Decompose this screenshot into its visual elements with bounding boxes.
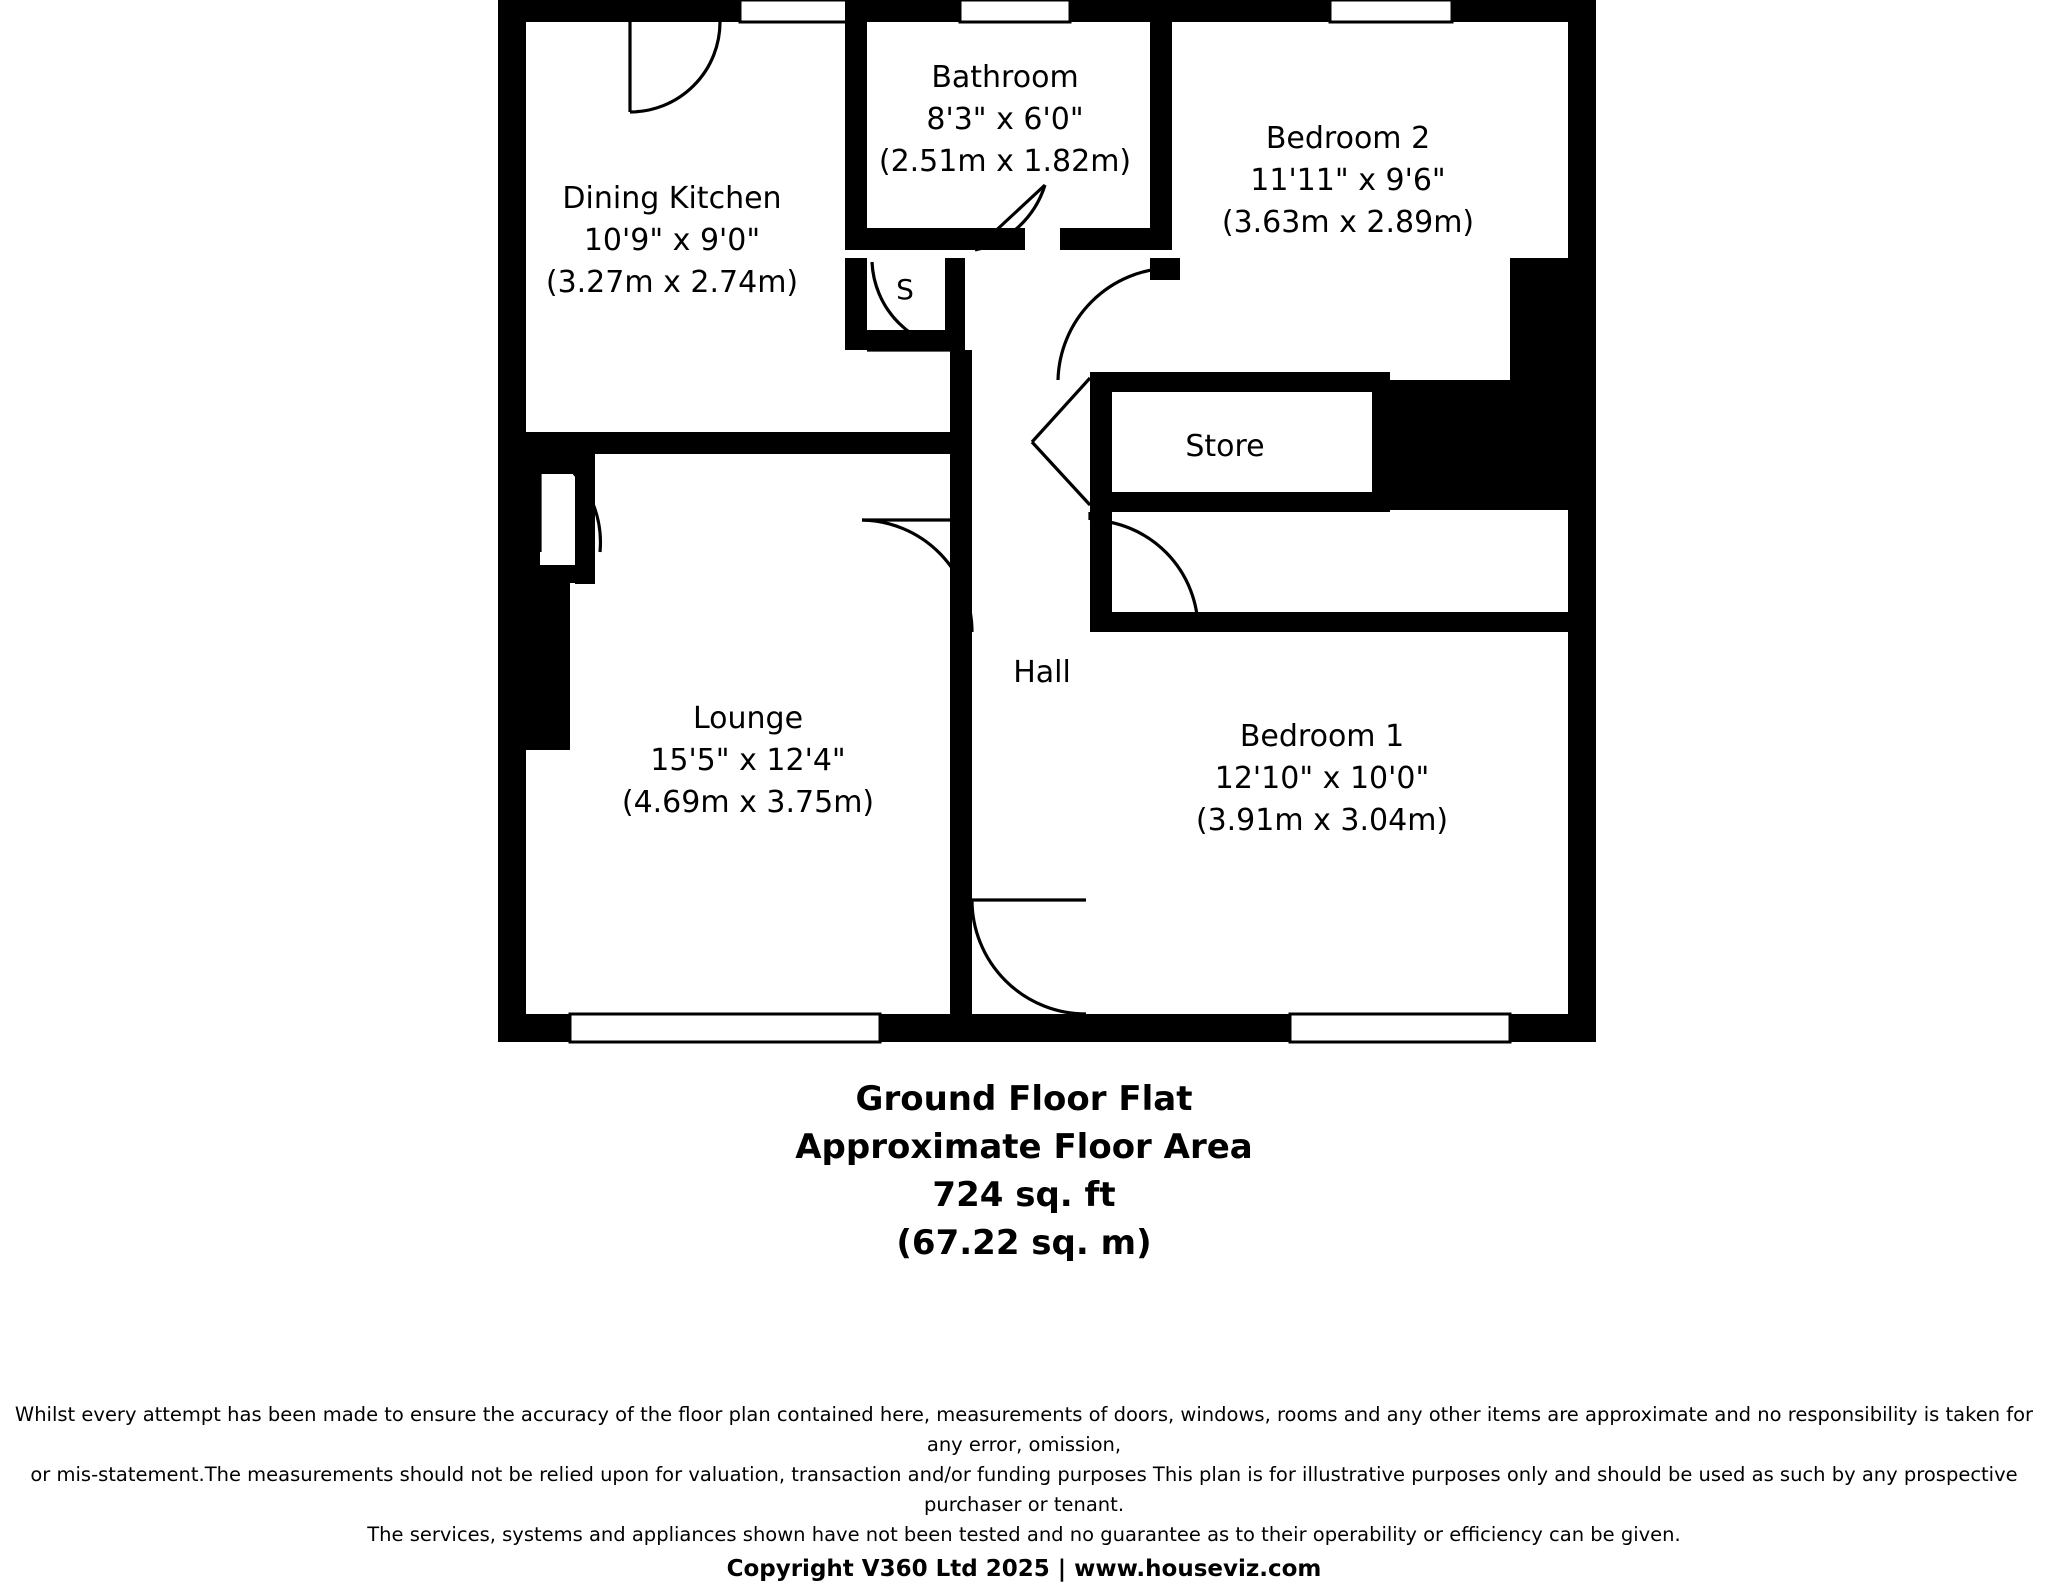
copyright-line: Copyright V360 Ltd 2025 | www.houseviz.com	[726, 1556, 1322, 1582]
room-dim-metric: (3.91m x 3.04m)	[1195, 803, 1449, 838]
floor-area-heading: Approximate Floor Area	[795, 1127, 1253, 1167]
floor-area-sqft: 724 sq. ft	[932, 1175, 1116, 1215]
room-dim-metric: (4.69m x 3.75m)	[621, 785, 875, 820]
room-dim-metric: (2.51m x 1.82m)	[878, 144, 1132, 179]
room-dim-metric: (3.27m x 2.74m)	[545, 265, 799, 300]
storage-label-lower: S	[524, 488, 542, 521]
room-dim-imperial: 12'10" x 10'0"	[1214, 761, 1430, 796]
room-name: Lounge	[692, 701, 804, 736]
disclaimer-line-3: The services, systems and appliances shown have not been tested and no guarantee as to their operability or efficiency can be given.	[367, 1523, 1681, 1546]
room-name: Bathroom	[931, 60, 1079, 95]
room-name: Bedroom 2	[1265, 121, 1431, 156]
room-dim-metric: (3.63m x 2.89m)	[1221, 205, 1475, 240]
room-label-bedroom-2	[1222, 118, 1474, 244]
disclaimer-line-2: or mis-statement.The measurements should not be relied upon for valuation, transaction and/or funding purposes This plan is for illustrative purposes only and should be used as such by any prospective purchaser or tenant.	[30, 1463, 2018, 1516]
room-label-store: Store	[1185, 429, 1265, 464]
room-label-bathroom	[879, 57, 1131, 183]
room-dim-imperial: 15'5" x 12'4"	[650, 743, 846, 778]
room-label-bedroom-1	[1196, 716, 1448, 842]
floor-area-sqm: (67.22 sq. m)	[896, 1223, 1152, 1263]
room-dim-imperial: 8'3" x 6'0"	[926, 102, 1084, 137]
floor-title: Ground Floor Flat	[855, 1079, 1193, 1119]
room-label-lounge	[622, 698, 874, 824]
room-label-hall: Hall	[1013, 655, 1071, 690]
floor-area-summary	[0, 1075, 2048, 1267]
room-dim-imperial: 10'9" x 9'0"	[583, 223, 761, 258]
storage-label-upper: S	[896, 273, 914, 306]
room-dim-imperial: 11'11" x 9'6"	[1250, 163, 1446, 198]
room-label-dining-kitchen	[546, 178, 798, 304]
disclaimer	[0, 1400, 2048, 1584]
room-name: Dining Kitchen	[562, 181, 782, 216]
disclaimer-line-1: Whilst every attempt has been made to ensure the accuracy of the floor plan contained here, measurements of doors, windows, rooms and any other items are approximate and no responsibility is taken for any error, omission,	[14, 1403, 2034, 1456]
room-name: Bedroom 1	[1239, 719, 1405, 754]
